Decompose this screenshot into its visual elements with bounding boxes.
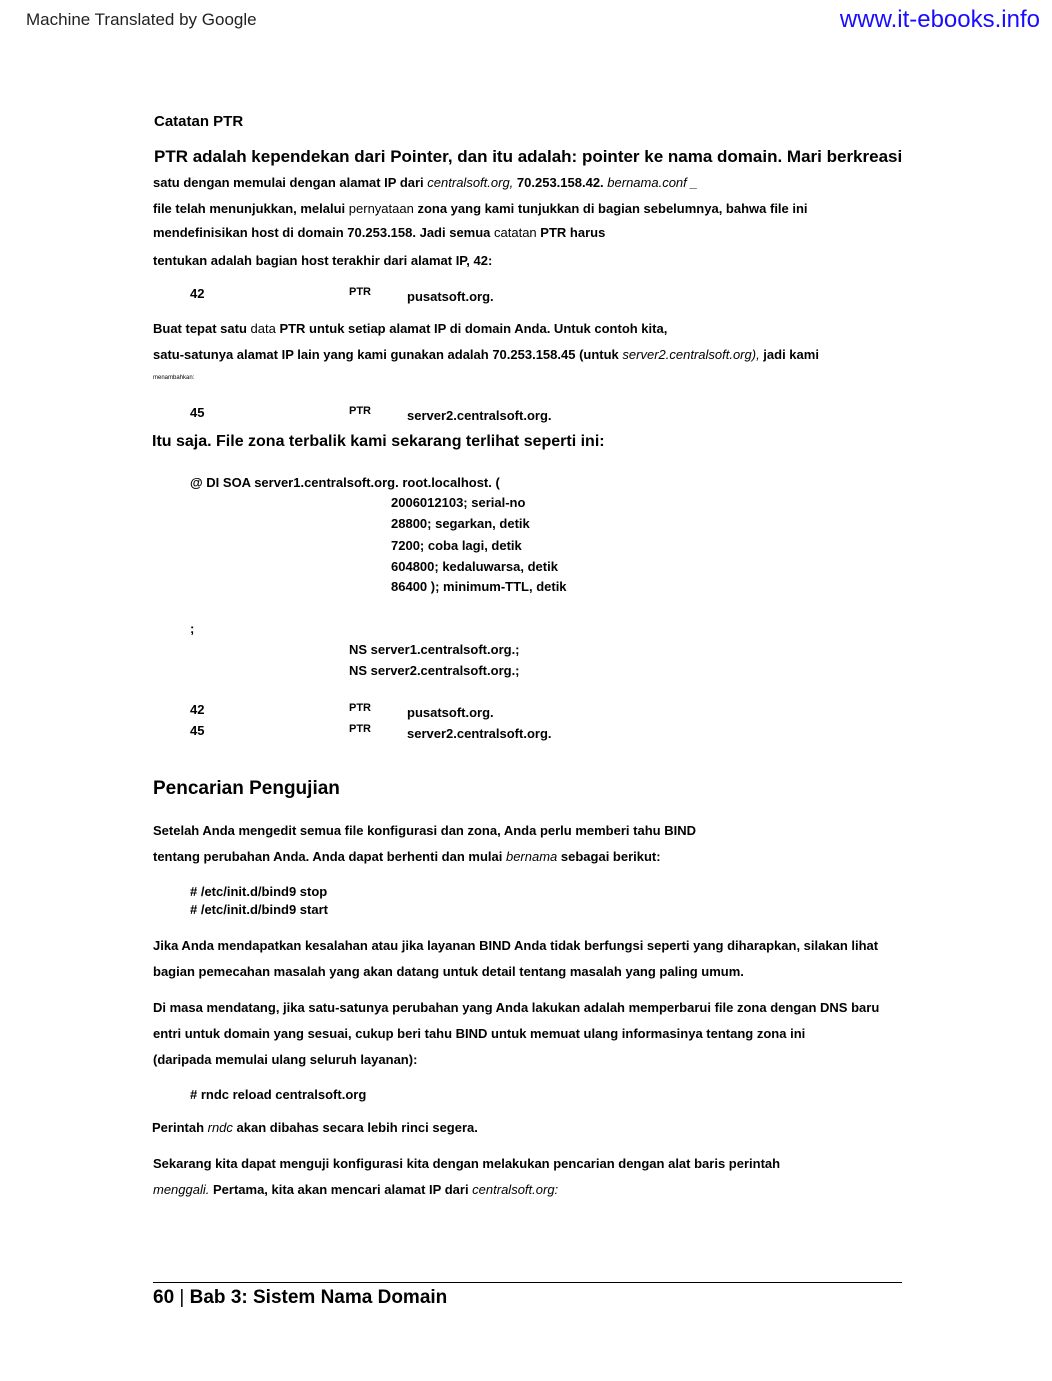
record-type: PTR — [349, 702, 371, 714]
paragraph-line: Jika Anda mendapatkan kesalahan atau jika layanan BIND Anda tidak berfungsi seperti yang diharapkan, silakan lihat — [153, 938, 879, 953]
paragraph-line: satu dengan memulai dengan alamat IP dari centralsoft.org, 70.253.158.42. bernama.conf _ — [153, 175, 698, 190]
section-heading-ptr: Catatan PTR — [154, 113, 244, 130]
command-line: # /etc/init.d/bind9 start — [190, 902, 328, 917]
chapter-title: Bab 3: Sistem Nama Domain — [189, 1287, 448, 1308]
site-link[interactable]: www.it-ebooks.info — [839, 6, 1040, 33]
zone-ns1: NS server1.centralsoft.org.; — [349, 642, 520, 657]
record-number: 42 — [190, 702, 205, 717]
footer-separator: | — [179, 1287, 185, 1308]
zone-refresh: 28800; segarkan, detik — [391, 516, 530, 531]
zone-semicolon: ; — [190, 621, 195, 636]
record-type: PTR — [349, 286, 371, 298]
paragraph-line: (daripada memulai ulang seluruh layanan): — [153, 1052, 418, 1067]
paragraph-line: Di masa mendatang, jika satu-satunya perubahan yang Anda lakukan adalah memperbarui file zona dengan DNS baru — [153, 1000, 880, 1015]
paragraph-line: Setelah Anda mengedit semua file konfigurasi dan zona, Anda perlu memberi tahu BIND — [153, 823, 696, 838]
page-number: 60 — [153, 1287, 175, 1308]
paragraph-line: tentang perubahan Anda. Anda dapat berhenti dan mulai bernama sebagai berikut: — [153, 849, 661, 864]
record-target: server2.centralsoft.org. — [407, 726, 552, 741]
zone-soa-line: @ DI SOA server1.centralsoft.org. root.localhost. ( — [190, 475, 500, 490]
footer-rule — [153, 1282, 902, 1283]
paragraph-line: menggali. Pertama, kita akan mencari alamat IP dari centralsoft.org: — [153, 1182, 559, 1197]
record-number: 42 — [190, 286, 205, 301]
paragraph-line: tentukan adalah bagian host terakhir dari alamat IP, 42: — [153, 253, 493, 268]
record-target: pusatsoft.org. — [407, 289, 494, 304]
paragraph-line: satu-satunya alamat IP lain yang kami gunakan adalah 70.253.158.45 (untuk server2.centralsoft.org), jadi kami — [153, 347, 819, 362]
paragraph-line: entri untuk domain yang sesuai, cukup beri tahu BIND untuk memuat ulang informasinya tentang zona ini — [153, 1026, 806, 1041]
paragraph-line: mendefinisikan host di domain 70.253.158. Jadi semua catatan PTR harus — [153, 225, 606, 240]
paragraph-line: Sekarang kita dapat menguji konfigurasi kita dengan melakukan pencarian dengan alat baris perintah — [153, 1156, 781, 1171]
paragraph-line: menambahkan: — [153, 375, 195, 381]
paragraph-line: Itu saja. File zona terbalik kami sekarang terlihat seperti ini: — [152, 433, 605, 450]
section-heading-testing: Pencarian Pengujian — [153, 778, 340, 799]
machine-translation-note: Machine Translated by Google — [26, 10, 257, 29]
record-number: 45 — [190, 723, 205, 738]
record-type: PTR — [349, 405, 371, 417]
zone-ns2: NS server2.centralsoft.org.; — [349, 663, 520, 678]
zone-serial: 2006012103; serial-no — [391, 495, 526, 510]
paragraph-line: bagian pemecahan masalah yang akan datang untuk detail tentang masalah yang paling umum. — [153, 964, 744, 979]
zone-retry: 7200; coba lagi, detik — [391, 538, 522, 553]
zone-minimum: 86400 ); minimum-TTL, detik — [391, 579, 567, 594]
paragraph-line: Perintah rndc akan dibahas secara lebih rinci segera. — [152, 1120, 478, 1135]
command-line: # /etc/init.d/bind9 stop — [190, 884, 328, 899]
record-number: 45 — [190, 405, 205, 420]
record-target: server2.centralsoft.org. — [407, 408, 552, 423]
record-target: pusatsoft.org. — [407, 705, 494, 720]
zone-expire: 604800; kedaluwarsa, detik — [391, 559, 558, 574]
record-type: PTR — [349, 723, 371, 735]
paragraph-line: PTR adalah kependekan dari Pointer, dan itu adalah: pointer ke nama domain. Mari berkreasi — [154, 147, 903, 166]
paragraph-line: Buat tepat satu data PTR untuk setiap alamat IP di domain Anda. Untuk contoh kita, — [153, 321, 668, 336]
footer — [153, 1287, 447, 1309]
command-line: # rndc reload centralsoft.org — [190, 1087, 367, 1102]
paragraph-line: file telah menunjukkan, melalui pernyataan zona yang kami tunjukkan di bagian sebelumnya, bahwa file ini — [153, 201, 808, 216]
